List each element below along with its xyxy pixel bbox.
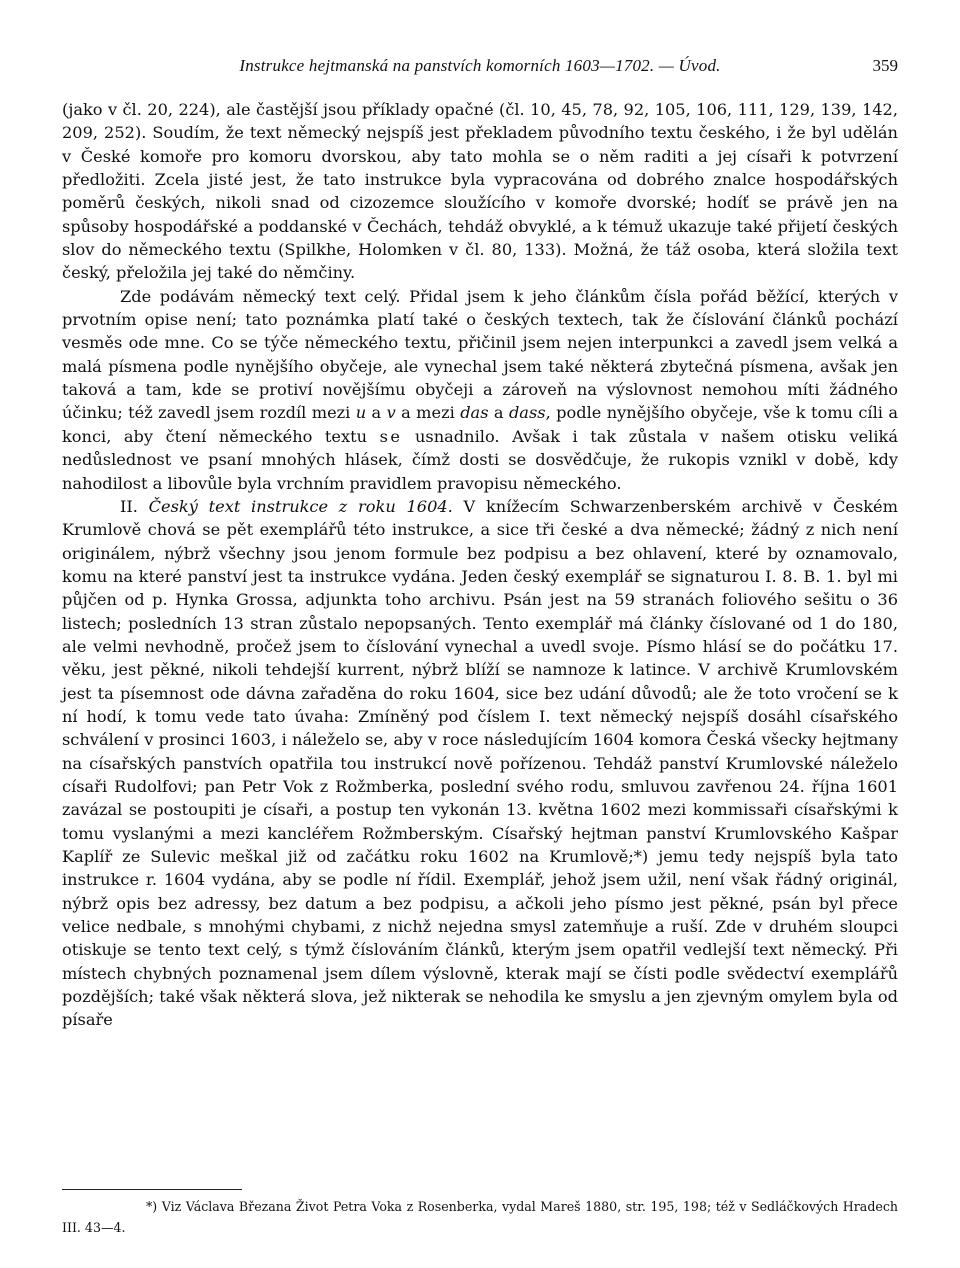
italic-term: v (386, 403, 396, 423)
section-title: Český text instrukce z roku 1604. (148, 496, 453, 516)
paragraph-text: Zde podávám německý text celý. Přidal jsem k jeho článkům čísla pořád běžící, kterých v prvotním opise není; tato poznámka platí také o českých textech, tak že číslování článků pochází vesměs ode mne. Co se týče německého textu, přičinil jsem nejen interpunkci a zavedl jsem velká a malá písmena podle nynějšího obyčeje, ale vynechal jsem také některá zbytečná písmena, avšak jen taková a tam, kde se protiví novějšímu obyčeji a zároveň na výslovnost nemohou míti žádného účinku; též zavedl jsem rozdíl mezi (62, 286, 898, 423)
body-text (62, 98, 898, 1032)
paragraph-text: usnadnilo. Avšak i tak zůstala v našem otisku veliká nedůslednost ve psaní mnohých hlásek, čímž dosti se dosvědčuje, že rukopis vznikl v době, kdy nahodilost a libovůle byla vrchním pravidlem pravopisu německého. (62, 426, 898, 493)
paragraph-german-text-notes (62, 285, 898, 495)
italic-term: das (460, 403, 489, 423)
footnote-divider (62, 1189, 242, 1190)
paragraph-section-ii (62, 495, 898, 1032)
paragraph-text: a mezi (395, 403, 461, 423)
page-header (62, 56, 898, 82)
italic-term: dass (508, 403, 546, 423)
footnote: *) Viz Václava Březana Život Petra Voka z Rosenberka, vydal Mareš 1880, str. 195, 198; též v Sedláčkových Hradech III. 43—4. (62, 1199, 898, 1235)
paragraph-text: V knížecím Schwarzenberském archivě v Českém Krumlově chová se pět exemplářů této instrukce, a sice tři české a dva německé; žádný z nich není originálem, nýbrž všechny jsou jenom formule bez podpisu a bez ohlavení, které by oznamovalo, komu na které panství jest ta instrukce vydána. Jeden český exemplář se signaturou I. 8. B. 1. byl mi půjčen od p. Hynka Grossa, adjunkta toho archivu. Psán jest na 59 stranách foliového sešitu o 36 listech; posledních 13 stran zůstalo nepopsaných. Tento exemplář má články číslované od 1 do 180, ale velmi nevhodně, pročež jsem to číslování vynechal a uvedl svoje. Písmo hlásí se do počátku 17. věku, jest pěkné, nikoli tehdejší kurrent, nýbrž blíží se namnoze k latince. V archivě Krumlovském jest ta písemnost ode dávna zařaděna do roku 1604, sice bez udání důvodů; ale že toto vročení se k ní hodí, k tomu vede tato úvaha: Zmíněný pod číslem I. text německý nejspíš dosáhl císařského schválení v prosinci 1603, i náleželo se, aby v roce následujícím 1604 komora Česká všecky hejtmany na císařských panstvích opatřila tou instrukcí nově pořízenou. Tehdáž panství Krumlovské náleželo císaři Rudolfovi; pan Petr Vok z Rožmberka, poslední svého rodu, smluvou zavřenou 24. října 1601 zavázal se postoupiti je císaři, a postup ten vykonán 13. května 1602 mezi kommissaři císařskými k tomu vyslanými a mezi kancléřem Rožmberským. Císařský hejtman panství Krumlovského Kašpar Kaplíř ze Sulevic meškal již od začátku roku 1602 na Krumlově;*) jemu tedy nejspíš byla tato instrukce r. 1604 vydána, aby se podle ní řídil. Exemplář, jehož jsem užil, není však řádný originál, nýbrž opis bez adressy, bez datum a bez podpisu, a ačkoli jeho písmo jest pěkné, psán byl přece velice nedbale, s mnohými chybami, z nichž nejedna smysl zatemňuje a ruší. Zde v druhém sloupci otiskuje se tento text celý, s týmž číslováním článků, kterým jsem opatřil vedlejší text německý. Při místech chybných poznamenal jsem dílem výslovně, kterak mají se čísti podle svědectví exemplářů pozdějších; také však některá slova, jež nikterak se nehodila ke smyslu a jen zjevným omylem byla od písaře (62, 496, 898, 1030)
paragraph-text: a (366, 403, 387, 423)
paragraph-text: a (488, 403, 509, 423)
spaced-word: se (379, 426, 403, 446)
section-number: II. (120, 496, 149, 516)
page-number: 359 (872, 56, 898, 75)
paragraph-text: , podle nynějšího obyčeje, vše k tomu cíli a konci, aby čtení německého textu (62, 403, 898, 446)
paragraph-continuation (62, 98, 898, 285)
running-head: Instrukce hejtmanská na panstvích komorních 1603—1702. — Úvod. (239, 56, 721, 75)
paragraph-text: (jako v čl. 20, 224), ale častější jsou příklady opačné (čl. 10, 45, 78, 92, 105, 106, 111, 129, 139, 142, 209, 252). Soudím, že text německý nejspíš jest překladem původního textu českého, i že byl udělán v České komoře pro komoru dvorskou, aby tato mohla se o něm raditi a jej císaři k potvrzení předložiti. Zcela jisté jest, že tato instrukce byla vypracována od dobrého znalce hospodářských poměrů českých, nikoli snad od cizozemce sloužícího v komoře dvorské; hodíť se právě jen na spůsoby hospodářské a poddanské v Čechách, tehdáž obvyklé, a k témuž ukazuje také přijetí českých slov do německého textu (Spilkhe, Holomken v čl. 80, 133). Možná, že táž osoba, která složila text český, přeložila jej také do němčiny. (62, 100, 898, 283)
italic-term: u (355, 403, 367, 423)
